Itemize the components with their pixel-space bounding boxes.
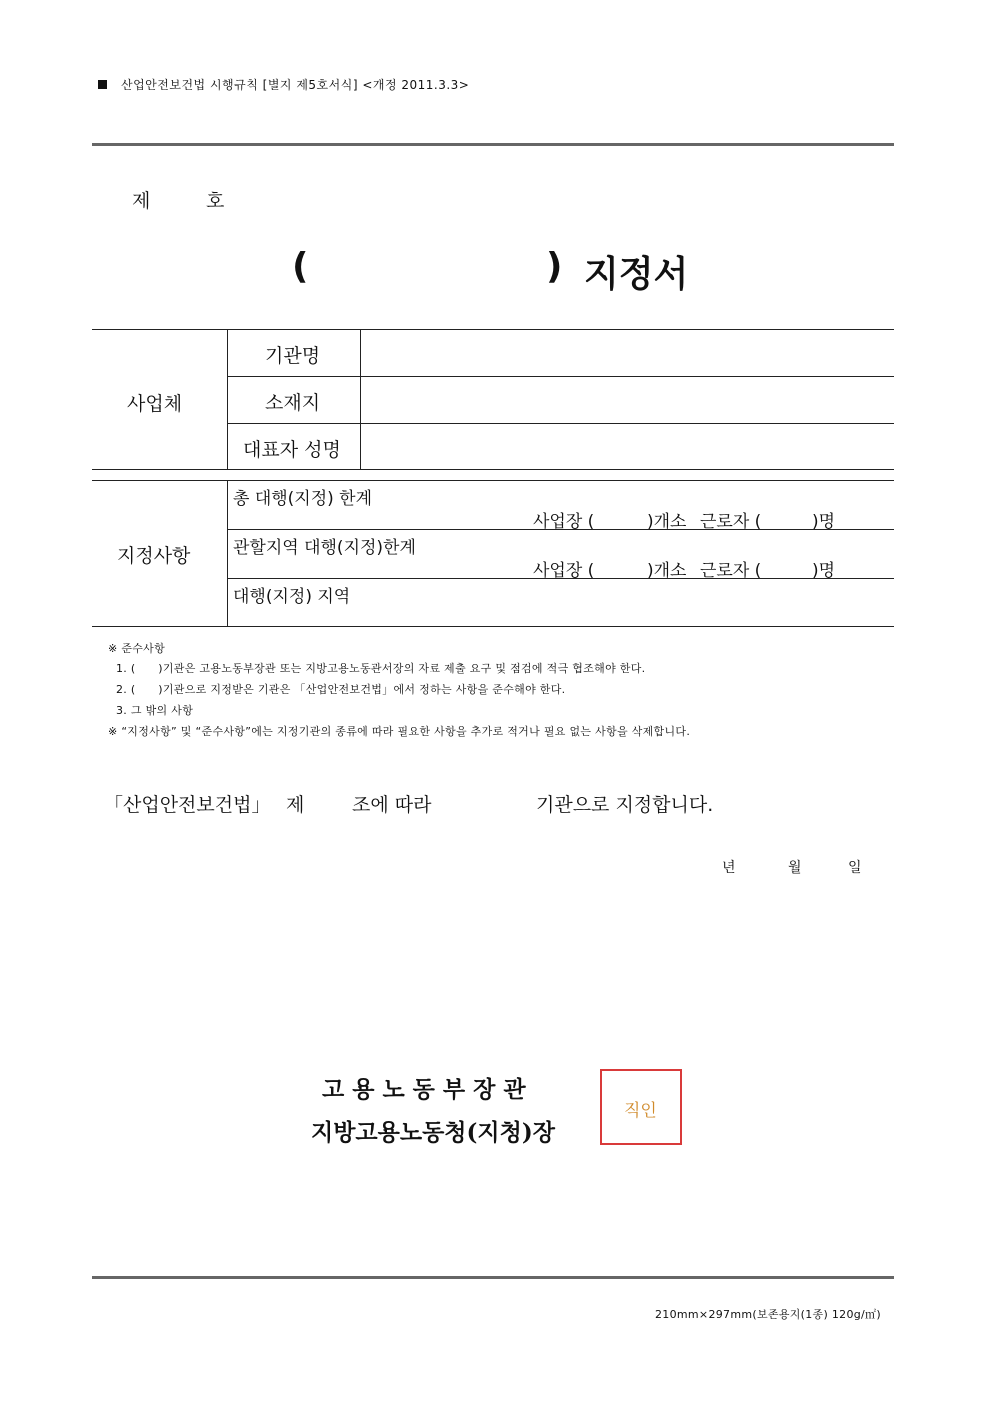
regional-worker-suffix: )명 xyxy=(812,561,836,581)
total-workplace-suffix: )개소 xyxy=(647,512,687,532)
doc-number-prefix: 제 xyxy=(132,190,151,212)
doc-number-suffix: 호 xyxy=(206,190,225,212)
regional-workplace-prefix: 사업장 ( xyxy=(533,561,595,581)
notes-footnote: ※ “지정사항” 및 “준수사항”에는 지정기관의 종류에 따라 필요한 사항을 추가로 적거나 필요 없는 사항을 삭제합니다. xyxy=(108,725,691,738)
table-line xyxy=(227,423,894,424)
total-worker-suffix: )명 xyxy=(812,512,836,532)
signature-regional-office: 지방고용노동청(지청)장 xyxy=(311,1119,555,1146)
regional-limit-label: 관할지역 대행(지정)한계 xyxy=(233,538,416,558)
org-name-label: 기관명 xyxy=(265,345,321,367)
note-item-3: 3. 그 밖의 사항 xyxy=(116,704,194,717)
paper-spec: 210mm×297mm(보존용지(1종) 120g/㎡) xyxy=(655,1308,881,1321)
business-section-label: 사업체 xyxy=(127,393,183,415)
regional-worker-prefix: 근로자 ( xyxy=(700,561,762,581)
declaration-closing: 기관으로 지정합니다. xyxy=(536,794,714,816)
note-item-1: 1. ( )기관은 고용노동부장관 또는 지방고용노동관서장의 자료 제출 요구 및 점검에 적극 협조해야 한다. xyxy=(116,662,646,675)
table-line xyxy=(92,329,894,330)
title-open-paren: ( xyxy=(292,246,309,287)
total-workplace-prefix: 사업장 ( xyxy=(533,512,595,532)
notes-heading: ※ 준수사항 xyxy=(108,642,166,655)
page-title: 지정서 xyxy=(584,254,689,295)
area-label: 대행(지정) 지역 xyxy=(233,587,351,607)
declaration-article-suffix: 조에 따라 xyxy=(352,794,432,816)
representative-label: 대표자 성명 xyxy=(243,439,341,461)
form-reference xyxy=(98,76,469,93)
signature-minister: 고 용 노 동 부 장 관 xyxy=(322,1076,526,1103)
designation-section-label: 지정사항 xyxy=(117,545,191,567)
title-close-paren: ) xyxy=(546,246,563,287)
bottom-rule xyxy=(92,1276,894,1279)
square-bullet-icon xyxy=(98,80,107,89)
table-line xyxy=(227,376,894,377)
date-year: 년 xyxy=(722,860,736,876)
address-label: 소재지 xyxy=(265,392,321,414)
total-limit-label: 총 대행(지정) 한계 xyxy=(233,489,373,509)
regional-workplace-suffix: )개소 xyxy=(647,561,687,581)
table-divider xyxy=(360,329,361,470)
form-reference-text: 산업안전보건법 시행규칙 [별지 제5호서식] <개정 2011.3.3> xyxy=(121,78,470,92)
date-month: 월 xyxy=(788,860,802,876)
note-item-2: 2. ( )기관으로 지정받은 기관은 「산업안전보건법」에서 정하는 사항을 준수해야 한다. xyxy=(116,683,566,696)
table-divider xyxy=(227,480,228,627)
table-line xyxy=(92,480,894,481)
official-seal-text: 직인 xyxy=(624,1101,657,1121)
table-line xyxy=(92,469,894,470)
top-rule xyxy=(92,143,894,146)
table-divider xyxy=(227,329,228,470)
declaration-law: 「산업안전보건법」 xyxy=(104,794,271,816)
date-day: 일 xyxy=(848,860,862,876)
declaration-article-prefix: 제 xyxy=(286,794,305,816)
total-worker-prefix: 근로자 ( xyxy=(700,512,762,532)
table-line xyxy=(92,626,894,627)
